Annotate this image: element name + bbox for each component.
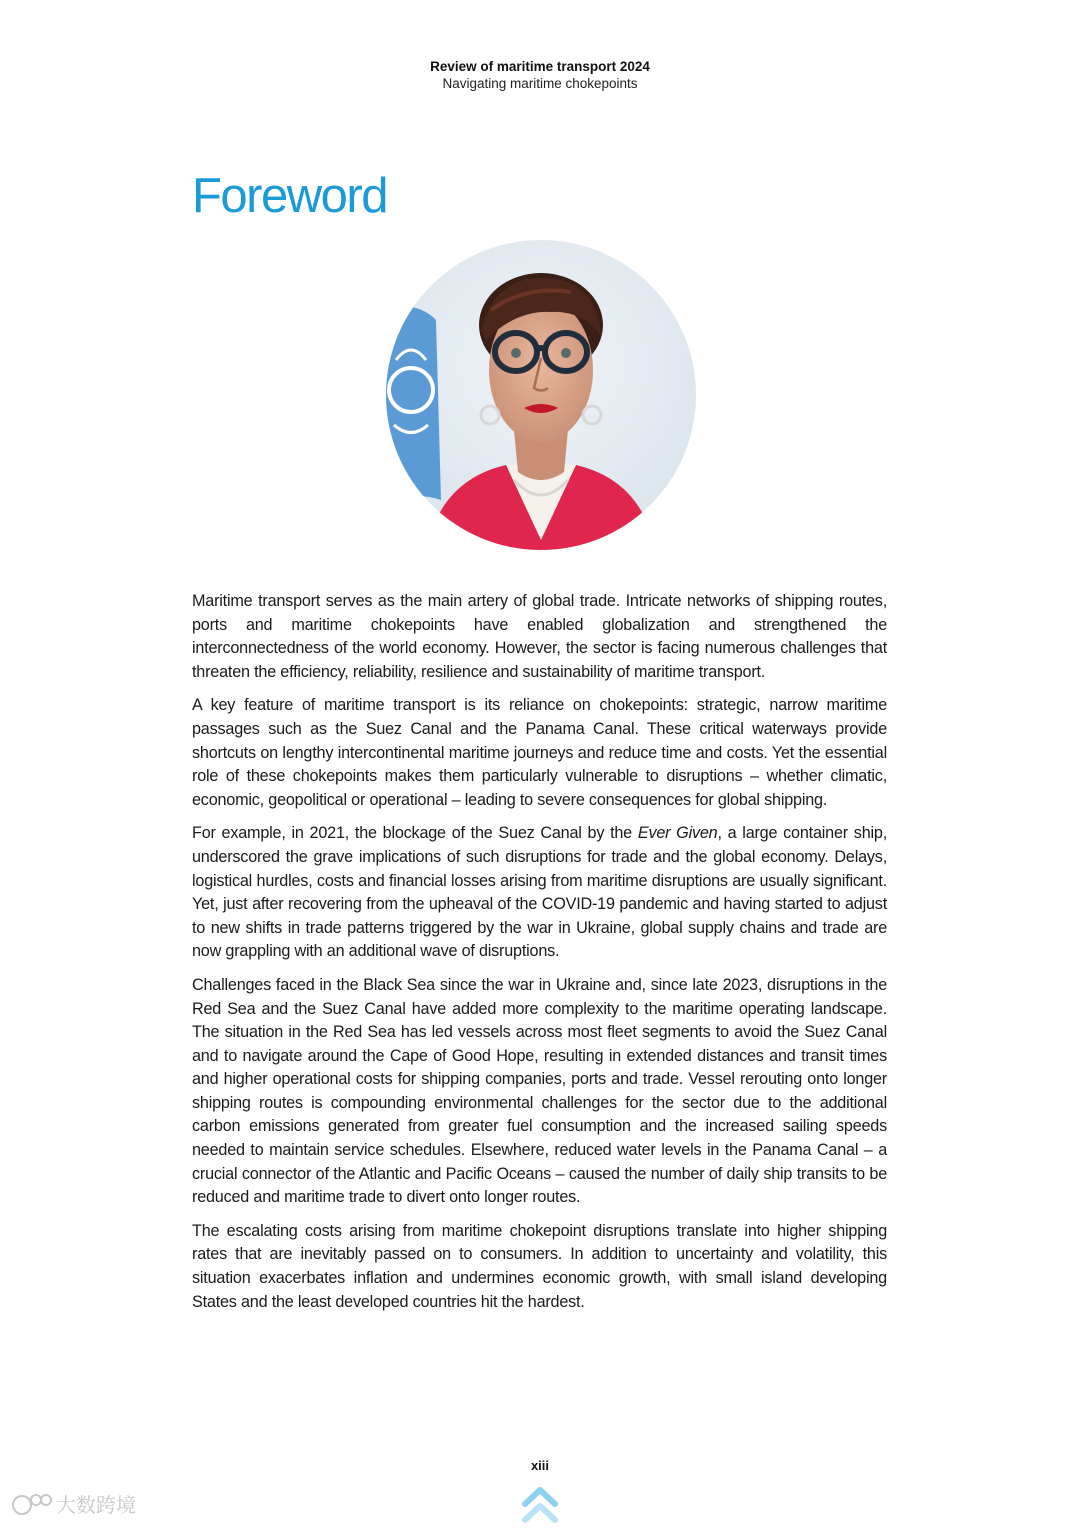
un-flag xyxy=(386,307,441,505)
foreword-body xyxy=(192,590,887,1324)
paragraph-4: Challenges faced in the Black Sea since the war in Ukraine and, since late 2023, disruptions in the Red Sea and the Suez Canal have added more complexity to the maritime operating landscape. The situation in the Red Sea has led vessels across most fleet segments to avoid the Suez Canal and to navigate around the Cape of Good Hope, resulting in extended distances and transit times and higher operational costs for shipping companies, ports and trade. Vessel rerouting onto longer shipping routes is compounding environmental challenges for the sector due to the additional carbon emissions generated from greater fuel consumption and the increased sailing speeds needed to maintain service schedules. Elsewhere, reduced water levels in the Panama Canal – a crucial connector of the Atlantic and Pacific Oceans – caused the number of daily ship transits to be reduced and maritime trade to divert onto longer routes. xyxy=(192,975,887,1207)
report-title: Review of maritime transport 2024 xyxy=(430,59,650,74)
paragraph-5: The escalating costs arising from maritime chokepoint disruptions translate into higher shipping rates that are inevitably passed on to consumers. In addition to uncertainty and volatility, this situation exacerbates inflation and undermines economic growth, with small island developing States and the least developed countries hit the hardest. xyxy=(192,1221,887,1311)
chevron-up-icon[interactable] xyxy=(522,1484,558,1526)
running-header xyxy=(0,58,1080,92)
paragraph-3 xyxy=(192,822,887,964)
watermark-text: 大数跨境 xyxy=(56,1493,136,1517)
page-number: xiii xyxy=(530,1458,550,1473)
portrait-photo xyxy=(386,240,696,550)
page-title: Foreword xyxy=(192,169,387,223)
report-subtitle: Navigating maritime chokepoints xyxy=(442,76,638,91)
paragraph-1: Maritime transport serves as the main artery of global trade. Intricate networks of shipping routes, ports and maritime chokepoints have enabled globalization and strengthened the interconnectedness of the world economy. However, the sector is facing numerous challenges that threaten the efficiency, reliability, resilience and sustainability of maritime transport. xyxy=(192,592,887,681)
watermark-logo xyxy=(8,1490,148,1520)
paragraph-2: A key feature of maritime transport is its reliance on chokepoints: strategic, narrow maritime passages such as the Suez Canal and the Panama Canal. These critical waterways provide shortcuts on lengthy intercontinental maritime journeys and reduce time and costs. Yet the essential role of these chokepoints makes them particularly vulnerable to disruptions – whether climatic, economic, geopolitical or operational – leading to severe consequences for global shipping. xyxy=(192,696,887,809)
portrait-illustration xyxy=(386,240,696,550)
ship-name: Ever Given xyxy=(637,824,718,843)
paragraph-3-start: For example, in 2021, the blockage of the Suez Canal by the xyxy=(192,824,638,843)
paragraph-3-end: , a large container ship, underscored the grave implications of such disruptions for trade and the global economy. Delays, logistical hurdles, costs and financial losses arising from maritime disruptions are usually significant. Yet, just after recovering from the upheaval of the COVID-19 pandemic and having started to adjust to new shifts in trade patterns triggered by the war in Ukraine, global supply chains and trade are now grappling with an additional wave of disruptions. xyxy=(192,824,887,961)
